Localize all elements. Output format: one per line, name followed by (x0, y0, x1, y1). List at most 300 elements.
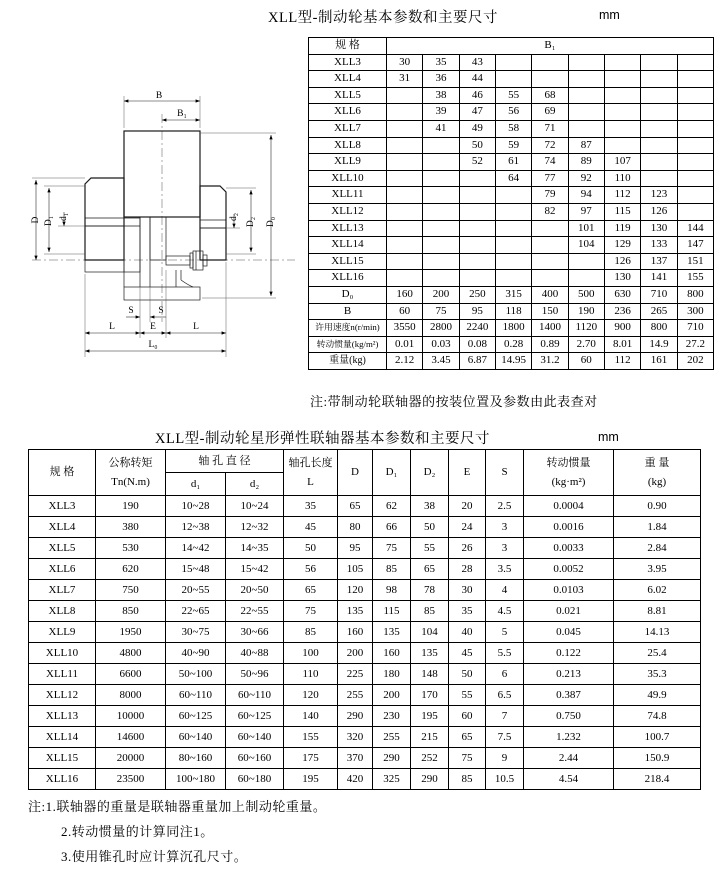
section2-title: XLL型-制动轮星形弹性联轴器基本参数和主要尺寸 (155, 431, 491, 447)
spec-column-header: 规 格 (309, 38, 387, 55)
footer-row (309, 303, 714, 320)
spec-cell: XLL15 (309, 253, 387, 270)
param-value-cell: 65 (338, 496, 373, 517)
b1-value-cell: 31 (387, 71, 423, 88)
b1-value-cell: 59 (495, 137, 531, 154)
table-row (309, 87, 714, 104)
footer-row (309, 286, 714, 303)
b1-value-cell: 74 (532, 154, 568, 171)
param-value-cell: 60~125 (166, 706, 226, 727)
spider-section-right (150, 217, 166, 260)
param-value-cell: 8.81 (614, 601, 701, 622)
param-value-cell: 0.0004 (524, 496, 614, 517)
param-value-cell: 290 (338, 706, 373, 727)
footer-value-cell: 190 (568, 303, 604, 320)
b1-value-cell (495, 187, 531, 204)
param-value-cell: 155 (284, 727, 338, 748)
footer-value-cell: 300 (677, 303, 713, 320)
param-value-cell: 4800 (96, 643, 166, 664)
spec-cell: XLL3 (309, 54, 387, 71)
param-value-cell: 1.84 (614, 517, 701, 538)
b1-value-cell (459, 220, 495, 237)
param-value-cell: 105 (338, 559, 373, 580)
b1-value-cell (604, 71, 640, 88)
inertia-header-line2: (kg·m²) (551, 475, 586, 488)
b1-value-cell: 36 (423, 71, 459, 88)
param-value-cell: 85 (373, 559, 411, 580)
b1-value-cell (677, 203, 713, 220)
b1-value-cell (568, 54, 604, 71)
b1-value-cell: 130 (604, 270, 640, 287)
footer-value-cell: 710 (677, 320, 713, 337)
b1-value-cell (387, 253, 423, 270)
footer-label-cell: 重量(kg) (309, 353, 387, 370)
b1-value-cell (641, 104, 677, 121)
param-value-cell: 60~140 (166, 727, 226, 748)
param-value-cell: 218.4 (614, 769, 701, 790)
param-value-cell: 320 (338, 727, 373, 748)
footer-value-cell: 0.89 (532, 336, 568, 353)
param-value-cell: 530 (96, 538, 166, 559)
b1-value-cell (387, 154, 423, 171)
param-value-cell: 0.021 (524, 601, 614, 622)
b1-value-cell: 126 (604, 253, 640, 270)
b1-value-cell: 56 (495, 104, 531, 121)
dim-label-D2: D₂ (246, 216, 256, 228)
b1-value-cell (677, 104, 713, 121)
param-value-cell: 66 (373, 517, 411, 538)
b1-value-cell (641, 154, 677, 171)
b1-value-cell: 68 (532, 87, 568, 104)
spec-cell: XLL11 (29, 664, 96, 685)
spec-cell: XLL10 (309, 170, 387, 187)
param-value-cell: 49.9 (614, 685, 701, 706)
param-value-cell: 0.0103 (524, 580, 614, 601)
footer-value-cell: 265 (641, 303, 677, 320)
spec-cell: XLL12 (29, 685, 96, 706)
param-value-cell: 180 (373, 664, 411, 685)
footer-value-cell: 200 (423, 286, 459, 303)
b1-value-cell (387, 170, 423, 187)
param-value-cell: 45 (284, 517, 338, 538)
b1-value-cell (641, 71, 677, 88)
footer-value-cell: 60 (387, 303, 423, 320)
b1-value-cell (495, 237, 531, 254)
footer-value-cell: 2.70 (568, 336, 604, 353)
b1-value-cell: 101 (568, 220, 604, 237)
footer-value-cell: 60 (568, 353, 604, 370)
bracket-fillet (181, 280, 193, 287)
b1-value-cell: 64 (495, 170, 531, 187)
param-value-cell: 50 (449, 664, 486, 685)
b1-value-cell (568, 270, 604, 287)
param-value-cell: 10000 (96, 706, 166, 727)
param-value-cell: 0.045 (524, 622, 614, 643)
param-value-cell: 55 (449, 685, 486, 706)
param-value-cell: 10~24 (226, 496, 284, 517)
b1-value-cell (459, 270, 495, 287)
b1-value-cell (459, 237, 495, 254)
param-value-cell: 620 (96, 559, 166, 580)
param-value-cell: 75 (373, 538, 411, 559)
table-row (29, 685, 701, 706)
b1-value-cell (387, 187, 423, 204)
b1-value-cell: 137 (641, 253, 677, 270)
param-value-cell: 9 (486, 748, 524, 769)
b1-value-cell (677, 54, 713, 71)
b1-value-cell: 130 (641, 220, 677, 237)
spec-cell: XLL4 (309, 71, 387, 88)
section2-unit: mm (598, 430, 619, 444)
b1-value-cell: 55 (495, 87, 531, 104)
table-row (309, 253, 714, 270)
note-line-1: 注:1.联轴器的重量是联轴器重量加上制动轮重量。 (28, 799, 327, 814)
dim-label-l-left: L (109, 322, 115, 332)
b1-value-cell (387, 120, 423, 137)
spec-cell: XLL15 (29, 748, 96, 769)
b1-value-cell: 87 (568, 137, 604, 154)
param-value-cell: 215 (411, 727, 449, 748)
section1-unit: mm (599, 8, 620, 22)
param-value-cell: 140 (284, 706, 338, 727)
footer-value-cell: 27.2 (677, 336, 713, 353)
param-value-cell: 60~110 (166, 685, 226, 706)
param-value-cell: 14600 (96, 727, 166, 748)
footer-value-cell: 400 (532, 286, 568, 303)
b1-value-cell (387, 237, 423, 254)
b1-value-cell: 82 (532, 203, 568, 220)
param-value-cell: 8000 (96, 685, 166, 706)
param-value-cell: 22~65 (166, 601, 226, 622)
param-value-cell: 12~32 (226, 517, 284, 538)
b1-value-cell: 94 (568, 187, 604, 204)
param-value-cell: 65 (284, 580, 338, 601)
bore-length-header-line1: 轴孔长度 (288, 456, 333, 469)
param-value-cell: 120 (338, 580, 373, 601)
inertia-header-line1: 转动惯量 (546, 456, 591, 469)
b1-value-cell (387, 270, 423, 287)
dim-label-b: B (155, 91, 163, 101)
b1-value-cell: 129 (604, 237, 640, 254)
param-value-cell: 1950 (96, 622, 166, 643)
footer-value-cell: 250 (459, 286, 495, 303)
d1-column-header: d₁ (166, 473, 226, 496)
param-value-cell: 50 (411, 517, 449, 538)
param-value-cell: 30~66 (226, 622, 284, 643)
b1-value-cell (387, 137, 423, 154)
b1-value-cell (387, 104, 423, 121)
b1-value-cell (532, 253, 568, 270)
param-value-cell: 60~180 (226, 769, 284, 790)
param-value-cell: 28 (449, 559, 486, 580)
b1-value-cell (423, 170, 459, 187)
param-value-cell: 100.7 (614, 727, 701, 748)
footer-value-cell: 118 (495, 303, 531, 320)
b1-value-cell: 71 (532, 120, 568, 137)
param-value-cell: 20~55 (166, 580, 226, 601)
param-value-cell: 3.5 (486, 559, 524, 580)
b1-value-cell (387, 220, 423, 237)
b1-value-cell (459, 187, 495, 204)
bolt-shaft (166, 256, 190, 265)
b1-value-cell (604, 120, 640, 137)
param-value-cell: 50~96 (226, 664, 284, 685)
param-value-cell: 15~48 (166, 559, 226, 580)
note-line-2: 2.转动惯量的计算同注1。 (61, 824, 214, 839)
param-value-cell: 38 (411, 496, 449, 517)
spec-cell: XLL11 (309, 187, 387, 204)
note-line-3: 3.使用锥孔时应计算沉孔尺寸。 (61, 849, 248, 864)
b1-value-cell: 112 (604, 187, 640, 204)
b1-value-cell (604, 54, 640, 71)
b1-value-cell (568, 104, 604, 121)
b1-value-cell (641, 87, 677, 104)
footer-value-cell: 236 (604, 303, 640, 320)
footer-label-cell: D₀ (309, 286, 387, 303)
b1-value-cell (532, 220, 568, 237)
param-value-cell: 148 (411, 664, 449, 685)
torque-column-header (96, 450, 166, 496)
param-value-cell: 60~125 (226, 706, 284, 727)
weight-header-line2: (kg) (647, 475, 667, 488)
param-value-cell: 104 (411, 622, 449, 643)
param-value-cell: 0.387 (524, 685, 614, 706)
param-value-cell: 850 (96, 601, 166, 622)
D1-column-header: D₁ (373, 450, 411, 496)
param-value-cell: 60~160 (226, 748, 284, 769)
b1-value-cell (495, 71, 531, 88)
b1-value-cell (568, 87, 604, 104)
b1-value-cell: 47 (459, 104, 495, 121)
footer-value-cell: 202 (677, 353, 713, 370)
table-row (309, 120, 714, 137)
table2-header-row-1 (29, 450, 701, 473)
spec-cell: XLL12 (309, 203, 387, 220)
spec-cell: XLL14 (29, 727, 96, 748)
D2-column-header: D₂ (411, 450, 449, 496)
b1-value-cell: 35 (423, 54, 459, 71)
footer-label-cell: 许用速度n(r/min) (309, 320, 387, 337)
param-value-cell: 190 (96, 496, 166, 517)
b1-value-cell (495, 54, 531, 71)
footer-value-cell: 315 (495, 286, 531, 303)
spec-cell: XLL14 (309, 237, 387, 254)
footer-value-cell: 2800 (423, 320, 459, 337)
param-value-cell: 60~140 (226, 727, 284, 748)
param-value-cell: 380 (96, 517, 166, 538)
b1-value-cell: 58 (495, 120, 531, 137)
param-value-cell: 160 (373, 643, 411, 664)
param-value-cell: 0.0033 (524, 538, 614, 559)
table-row (309, 203, 714, 220)
E-column-header: E (449, 450, 486, 496)
param-value-cell: 750 (96, 580, 166, 601)
footer-value-cell: 2240 (459, 320, 495, 337)
b1-value-cell (387, 87, 423, 104)
footer-value-cell: 710 (641, 286, 677, 303)
weight-header-line1: 重 量 (644, 456, 670, 469)
param-value-cell: 40 (449, 622, 486, 643)
footer-value-cell: 0.03 (423, 336, 459, 353)
param-value-cell: 2.44 (524, 748, 614, 769)
spec-cell: XLL8 (29, 601, 96, 622)
b1-value-cell (459, 253, 495, 270)
param-value-cell: 2.5 (486, 496, 524, 517)
param-value-cell: 15~42 (226, 559, 284, 580)
spec-cell: XLL7 (29, 580, 96, 601)
b1-value-cell (423, 137, 459, 154)
spec-cell: XLL13 (29, 706, 96, 727)
param-value-cell: 20000 (96, 748, 166, 769)
bolt-washer (190, 253, 193, 268)
param-value-cell: 26 (449, 538, 486, 559)
b1-value-cell: 52 (459, 154, 495, 171)
footer-value-cell: 1120 (568, 320, 604, 337)
param-value-cell: 65 (411, 559, 449, 580)
param-value-cell: 135 (338, 601, 373, 622)
b1-value-cell (423, 220, 459, 237)
inertia-column-header (524, 450, 614, 496)
param-value-cell: 255 (338, 685, 373, 706)
b1-value-cell (495, 270, 531, 287)
b1-value-cell: 155 (677, 270, 713, 287)
left-hub-flange (85, 178, 124, 260)
b1-value-cell: 61 (495, 154, 531, 171)
param-value-cell: 6600 (96, 664, 166, 685)
spec-cell: XLL3 (29, 496, 96, 517)
spec-cell: XLL10 (29, 643, 96, 664)
param-value-cell: 65 (449, 727, 486, 748)
d2-column-header: d₂ (226, 473, 284, 496)
param-value-cell: 110 (284, 664, 338, 685)
b1-value-cell: 92 (568, 170, 604, 187)
b1-value-cell (677, 71, 713, 88)
table-row (29, 601, 701, 622)
dim-label-l0: L₀ (148, 340, 158, 350)
spec-column-header: 规 格 (29, 450, 96, 496)
param-value-cell: 0.213 (524, 664, 614, 685)
b1-group-header: B₁ (387, 38, 714, 55)
b1-value-cell (641, 120, 677, 137)
spec-cell: XLL6 (29, 559, 96, 580)
footer-value-cell: 630 (604, 286, 640, 303)
spec-cell: XLL9 (29, 622, 96, 643)
param-value-cell: 150.9 (614, 748, 701, 769)
param-value-cell: 85 (411, 601, 449, 622)
param-value-cell: 24 (449, 517, 486, 538)
table-row (29, 622, 701, 643)
param-value-cell: 195 (411, 706, 449, 727)
param-value-cell: 252 (411, 748, 449, 769)
b1-value-cell: 119 (604, 220, 640, 237)
footer-value-cell: 1400 (532, 320, 568, 337)
param-value-cell: 45 (449, 643, 486, 664)
footer-value-cell: 14.95 (495, 353, 531, 370)
param-value-cell: 135 (373, 622, 411, 643)
param-value-cell: 420 (338, 769, 373, 790)
b1-value-cell (568, 71, 604, 88)
b1-value-cell (641, 137, 677, 154)
spec-cell: XLL16 (309, 270, 387, 287)
footer-value-cell: 800 (641, 320, 677, 337)
table-row (29, 580, 701, 601)
param-value-cell: 6 (486, 664, 524, 685)
param-value-cell: 35 (284, 496, 338, 517)
param-value-cell: 160 (338, 622, 373, 643)
param-value-cell: 200 (373, 685, 411, 706)
bore-length-header-line2: L (307, 475, 314, 488)
param-value-cell: 85 (284, 622, 338, 643)
param-value-cell: 0.0016 (524, 517, 614, 538)
footer-value-cell: 0.01 (387, 336, 423, 353)
b1-value-cell (677, 137, 713, 154)
param-value-cell: 135 (411, 643, 449, 664)
table-row (309, 104, 714, 121)
param-value-cell: 20 (449, 496, 486, 517)
b1-value-cell: 77 (532, 170, 568, 187)
b1-value-cell: 107 (604, 154, 640, 171)
param-value-cell: 290 (373, 748, 411, 769)
b1-value-cell: 144 (677, 220, 713, 237)
b1-value-cell (677, 170, 713, 187)
table-row (29, 643, 701, 664)
param-value-cell: 3 (486, 538, 524, 559)
param-value-cell: 175 (284, 748, 338, 769)
footer-value-cell: 0.08 (459, 336, 495, 353)
param-value-cell: 4.5 (486, 601, 524, 622)
b1-value-cell (677, 187, 713, 204)
param-value-cell: 20~50 (226, 580, 284, 601)
dim-label-d1: d₁ (59, 212, 69, 222)
table-row (29, 727, 701, 748)
param-value-cell: 6.02 (614, 580, 701, 601)
table-row (309, 220, 714, 237)
param-value-cell: 115 (373, 601, 411, 622)
footer-value-cell: 3550 (387, 320, 423, 337)
spec-cell: XLL16 (29, 769, 96, 790)
bore-length-column-header (284, 450, 338, 496)
b1-value-cell: 44 (459, 71, 495, 88)
param-value-cell: 2.84 (614, 538, 701, 559)
param-value-cell: 56 (284, 559, 338, 580)
b1-value-cell (604, 87, 640, 104)
param-value-cell: 50 (284, 538, 338, 559)
param-value-cell: 0.90 (614, 496, 701, 517)
param-value-cell: 7.5 (486, 727, 524, 748)
b1-value-cell: 41 (423, 120, 459, 137)
param-value-cell: 78 (411, 580, 449, 601)
b1-value-cell: 104 (568, 237, 604, 254)
b1-value-cell: 39 (423, 104, 459, 121)
b1-value-cell (532, 237, 568, 254)
param-value-cell: 80 (338, 517, 373, 538)
right-hub-flange (200, 186, 226, 260)
footer-value-cell: 8.01 (604, 336, 640, 353)
footer-value-cell: 75 (423, 303, 459, 320)
b1-value-cell: 110 (604, 170, 640, 187)
param-value-cell: 290 (411, 769, 449, 790)
param-value-cell: 25.4 (614, 643, 701, 664)
param-value-cell: 230 (373, 706, 411, 727)
table1-header-row (309, 38, 714, 55)
footer-row (309, 353, 714, 370)
param-value-cell: 62 (373, 496, 411, 517)
param-value-cell: 55 (411, 538, 449, 559)
param-value-cell: 100 (284, 643, 338, 664)
b1-value-cell: 97 (568, 203, 604, 220)
footer-value-cell: 95 (459, 303, 495, 320)
footer-value-cell: 500 (568, 286, 604, 303)
